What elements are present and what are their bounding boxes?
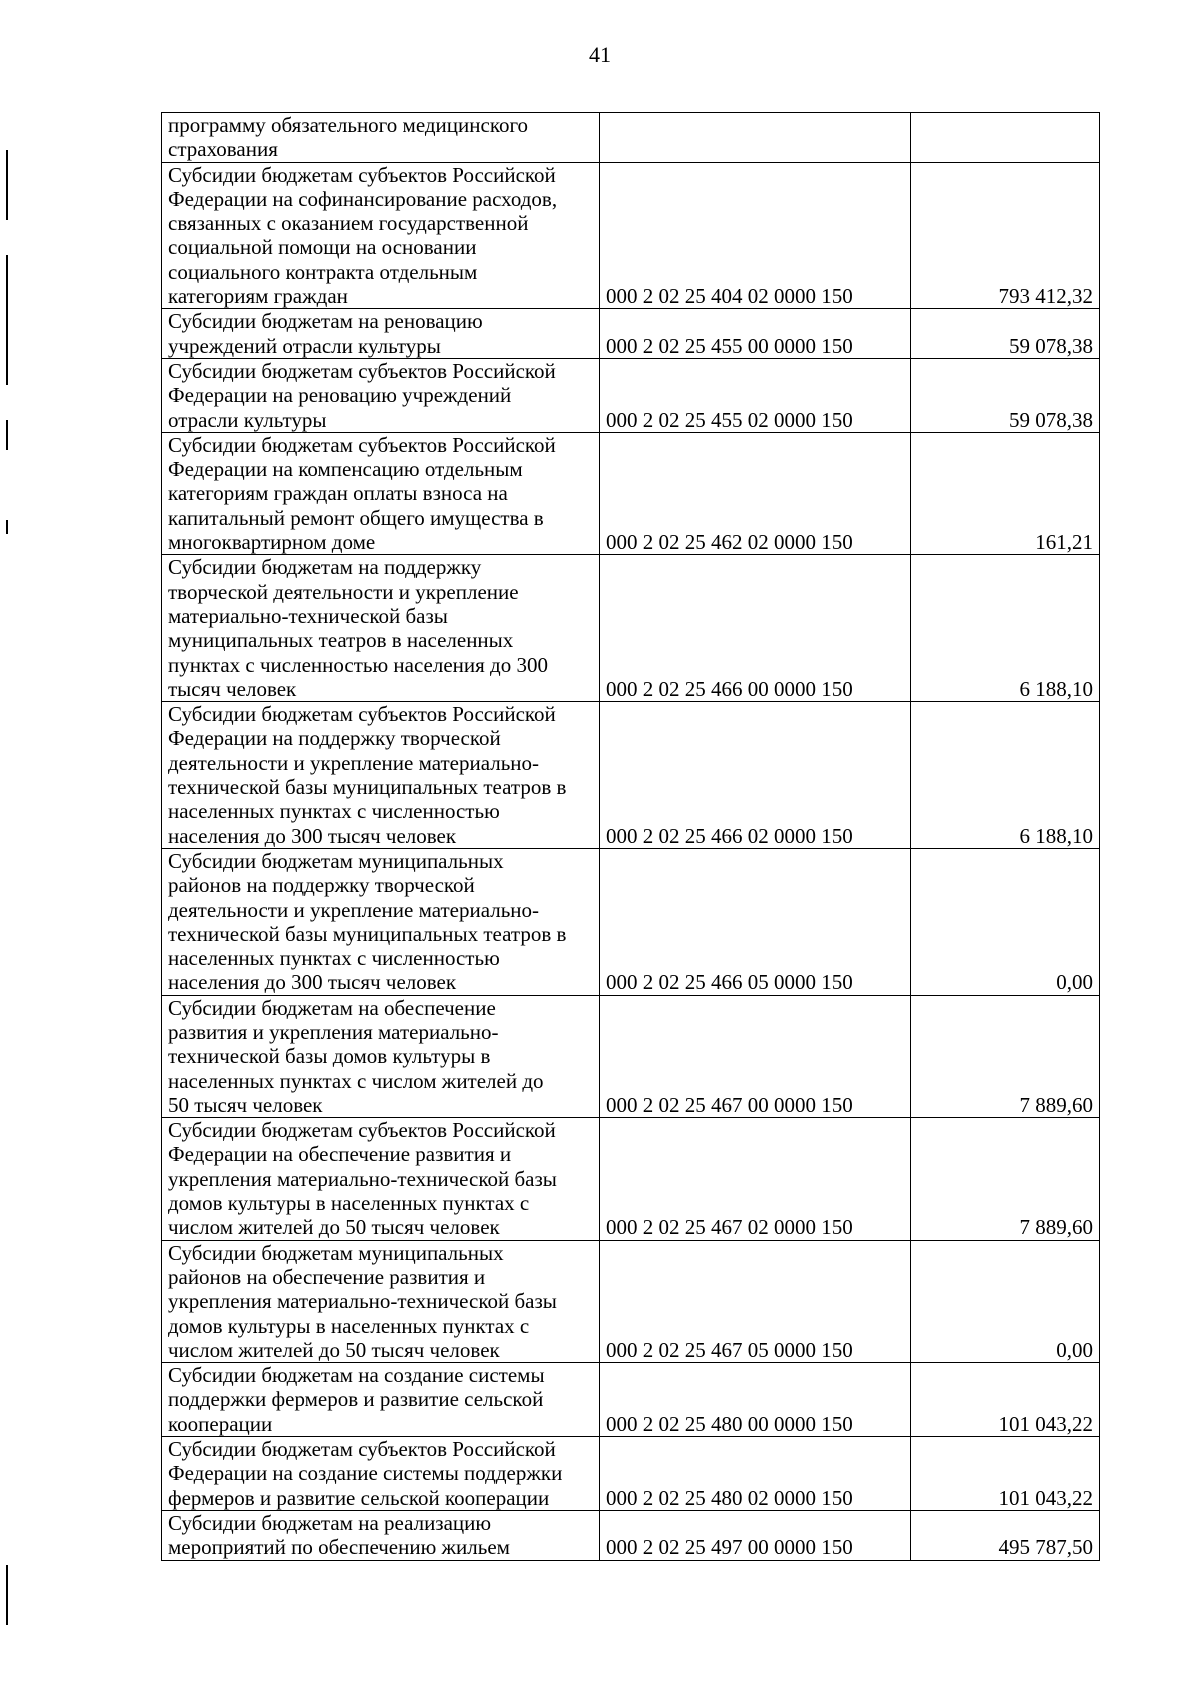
table-row [162, 162, 1100, 309]
budget-code: 000 2 02 25 466 05 0000 150 [600, 848, 911, 995]
table-row [162, 995, 1100, 1117]
table-row [162, 1118, 1100, 1240]
table-row [162, 555, 1100, 702]
description-line: населенных пунктах с численностью [168, 799, 500, 824]
description-line: Субсидии бюджетам муниципальных [168, 1240, 504, 1265]
scan-mark [6, 520, 8, 534]
budget-table [161, 112, 1100, 1561]
description-line: Федерации на компенсацию отдельным [168, 457, 523, 482]
description-line: поддержки фермеров и развитие сельской [168, 1387, 544, 1412]
row-description [162, 995, 600, 1117]
row-description [162, 702, 600, 849]
table-row [162, 113, 1100, 163]
table-row [162, 432, 1100, 554]
description-line: категориям граждан оплаты взноса на [168, 481, 508, 506]
description-line: мероприятий по обеспечению жильем [168, 1535, 510, 1560]
budget-code: 000 2 02 25 480 02 0000 150 [600, 1437, 911, 1511]
budget-code: 000 2 02 25 497 00 0000 150 [600, 1510, 911, 1560]
description-line: деятельности и укрепление материально- [168, 750, 540, 775]
amount-value [911, 113, 1100, 163]
amount-value: 0,00 [911, 848, 1100, 995]
amount-value: 6 188,10 [911, 702, 1100, 849]
description-line: Федерации на обеспечение развития и [168, 1142, 512, 1167]
description-line: тысяч человек [168, 676, 297, 701]
row-description [162, 848, 600, 995]
amount-value: 7 889,60 [911, 995, 1100, 1117]
description-line: кооперации [168, 1411, 273, 1436]
amount-value: 59 078,38 [911, 358, 1100, 432]
row-description [162, 1437, 600, 1511]
budget-code [600, 113, 911, 163]
description-line: категориям граждан [168, 284, 348, 309]
row-description [162, 162, 600, 309]
row-description [162, 432, 600, 554]
table-row [162, 358, 1100, 432]
description-line: Федерации на поддержку творческой [168, 726, 501, 751]
row-description [162, 113, 600, 163]
amount-value: 59 078,38 [911, 309, 1100, 359]
table-row [162, 1363, 1100, 1437]
row-description [162, 309, 600, 359]
scan-mark [6, 1565, 8, 1625]
description-line: Субсидии бюджетам на обеспечение [168, 995, 496, 1020]
budget-code: 000 2 02 25 455 02 0000 150 [600, 358, 911, 432]
scan-mark [6, 255, 8, 385]
budget-code: 000 2 02 25 467 02 0000 150 [600, 1118, 911, 1240]
description-line: укрепления материально-технической базы [168, 1289, 557, 1314]
description-line: пунктах с численностью населения до 300 [168, 652, 548, 677]
amount-value: 793 412,32 [911, 162, 1100, 309]
page-number: 41 [589, 42, 611, 67]
description-line: материально-технической базы [168, 603, 448, 628]
budget-code: 000 2 02 25 455 00 0000 150 [600, 309, 911, 359]
description-line: домов культуры в населенных пунктах с [168, 1313, 530, 1338]
amount-value: 101 043,22 [911, 1363, 1100, 1437]
description-line: технической базы муниципальных театров в [168, 775, 567, 800]
description-line: Федерации на софинансирование расходов, [168, 186, 558, 211]
scan-mark [6, 150, 8, 220]
amount-value: 161,21 [911, 432, 1100, 554]
budget-code: 000 2 02 25 462 02 0000 150 [600, 432, 911, 554]
description-line: Субсидии бюджетам на реновацию [168, 309, 483, 334]
description-line: творческой деятельности и укрепление [168, 579, 519, 604]
description-line: районов на обеспечение развития и [168, 1264, 486, 1289]
budget-code: 000 2 02 25 480 00 0000 150 [600, 1363, 911, 1437]
description-line: Субсидии бюджетам субъектов Российской [168, 1437, 556, 1462]
description-line: домов культуры в населенных пунктах с [168, 1191, 530, 1216]
description-line: программу обязательного медицинского [168, 113, 529, 137]
description-line: фермеров и развитие сельской кооперации [168, 1485, 550, 1510]
description-line: муниципальных театров в населенных [168, 628, 514, 653]
description-line: Федерации на создание системы поддержки [168, 1461, 563, 1486]
description-line: Субсидии бюджетам субъектов Российской [168, 432, 556, 457]
description-line: укрепления материально-технической базы [168, 1166, 557, 1191]
description-line: технической базы домов культуры в [168, 1044, 491, 1069]
description-line: многоквартирном доме [168, 530, 376, 555]
description-line: отрасли культуры [168, 407, 327, 432]
budget-code: 000 2 02 25 466 00 0000 150 [600, 555, 911, 702]
budget-code: 000 2 02 25 467 00 0000 150 [600, 995, 911, 1117]
description-line: развития и укрепления материально- [168, 1019, 499, 1044]
description-line: 50 тысяч человек [168, 1092, 323, 1117]
row-description [162, 1118, 600, 1240]
description-line: технической базы муниципальных театров в [168, 921, 567, 946]
description-line: социальной помощи на основании [168, 235, 477, 260]
description-line: Субсидии бюджетам субъектов Российской [168, 358, 556, 383]
description-line: связанных с оказанием государственной [168, 211, 529, 236]
budget-code: 000 2 02 25 404 02 0000 150 [600, 162, 911, 309]
amount-value: 7 889,60 [911, 1118, 1100, 1240]
description-line: Субсидии бюджетам муниципальных [168, 848, 504, 873]
description-line: Субсидии бюджетам субъектов Российской [168, 702, 556, 727]
table-row [162, 1510, 1100, 1560]
description-line: населенных пунктах с числом жителей до [168, 1068, 544, 1093]
description-line: страхования [168, 137, 278, 162]
budget-code: 000 2 02 25 466 02 0000 150 [600, 702, 911, 849]
row-description [162, 555, 600, 702]
amount-value: 0,00 [911, 1240, 1100, 1362]
amount-value: 6 188,10 [911, 555, 1100, 702]
description-line: Субсидии бюджетам субъектов Российской [168, 162, 556, 187]
description-line: Субсидии бюджетам на создание системы [168, 1363, 545, 1388]
description-line: населения до 300 тысяч человек [168, 823, 457, 848]
amount-value: 495 787,50 [911, 1510, 1100, 1560]
description-line: населенных пунктах с численностью [168, 946, 500, 971]
budget-code: 000 2 02 25 467 05 0000 150 [600, 1240, 911, 1362]
table-row [162, 1437, 1100, 1511]
description-line: деятельности и укрепление материально- [168, 897, 540, 922]
row-description [162, 1363, 600, 1437]
scan-mark [6, 420, 8, 450]
description-line: учреждений отрасли культуры [168, 333, 441, 358]
description-line: населения до 300 тысяч человек [168, 970, 457, 995]
description-line: числом жителей до 50 тысяч человек [168, 1337, 500, 1362]
description-line: социального контракта отдельным [168, 259, 478, 284]
table-row [162, 1240, 1100, 1362]
table-row [162, 848, 1100, 995]
description-line: Субсидии бюджетам на реализацию [168, 1510, 492, 1535]
description-line: Субсидии бюджетам субъектов Российской [168, 1118, 556, 1143]
description-line: капитальный ремонт общего имущества в [168, 505, 544, 530]
amount-value: 101 043,22 [911, 1437, 1100, 1511]
description-line: районов на поддержку творческой [168, 873, 475, 898]
row-description [162, 1240, 600, 1362]
row-description [162, 1510, 600, 1560]
description-line: Субсидии бюджетам на поддержку [168, 555, 482, 580]
description-line: Федерации на реновацию учреждений [168, 383, 512, 408]
description-line: числом жителей до 50 тысяч человек [168, 1215, 500, 1240]
row-description [162, 358, 600, 432]
table-row [162, 309, 1100, 359]
table-row [162, 702, 1100, 849]
